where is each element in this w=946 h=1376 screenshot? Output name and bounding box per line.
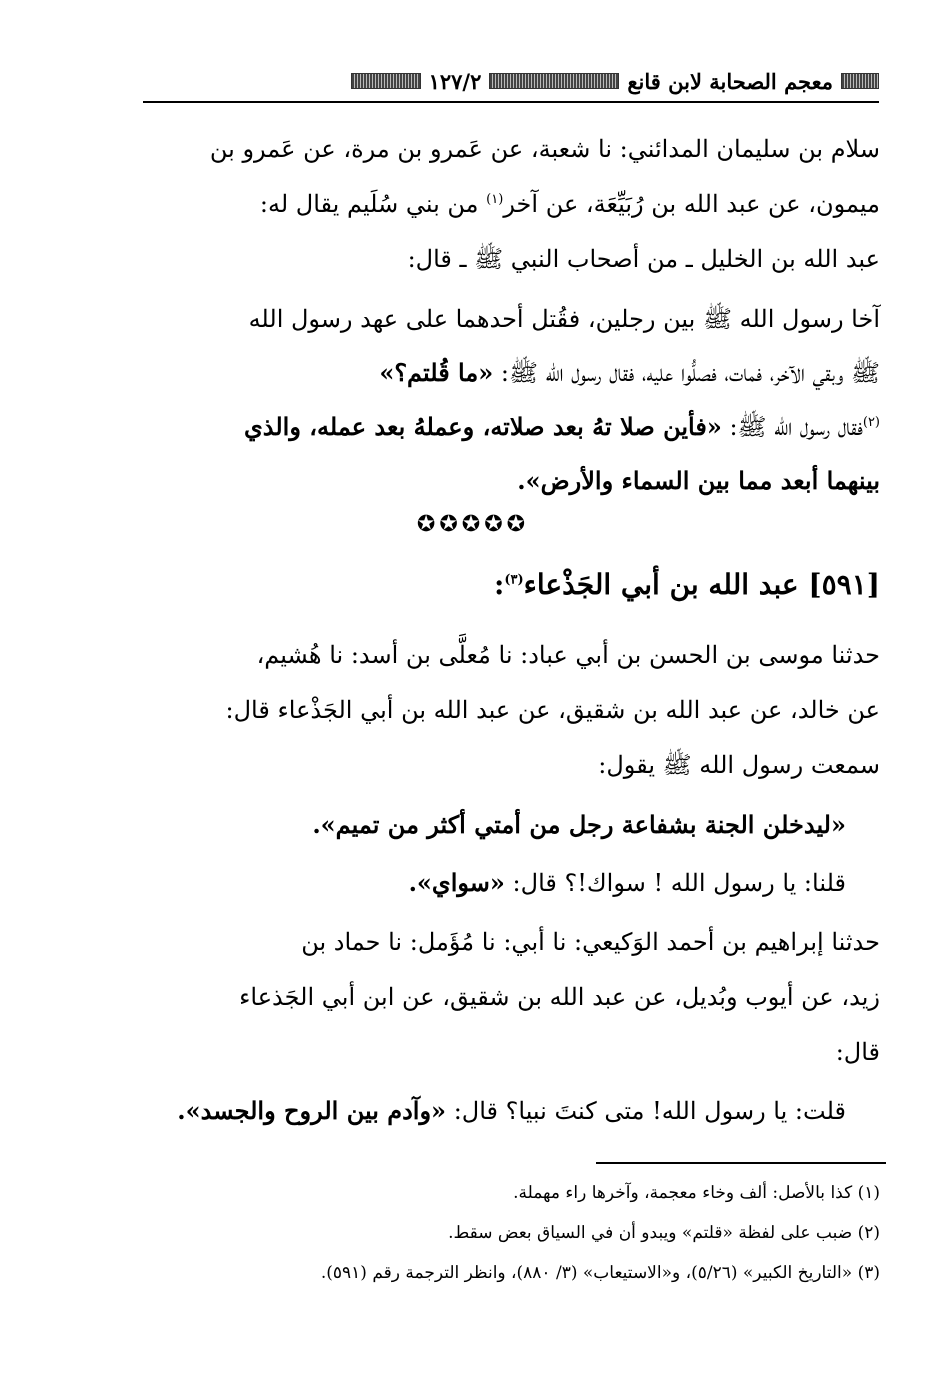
text-line: عبد الله بن الخليل ـ من أصحاب النبي ﷺ ـ قال: xyxy=(407,245,880,273)
footnote-rule xyxy=(596,1162,886,1164)
footnote-ref: (٢) xyxy=(862,415,880,430)
page-number: ١٢٧/٢ xyxy=(428,68,482,94)
header-ornament-left xyxy=(351,73,421,89)
text-line: زيد، عن أيوب وبُديل، عن عبد الله بن شقيق، عن ابن أبي الجَذعاء xyxy=(239,983,880,1011)
footnote-ref: (٣) xyxy=(504,572,524,588)
text-line: آخا رسول الله ﷺ بين رجلين، فقُتل أحدهما على عهد رسول الله xyxy=(248,305,880,333)
question-line: قلت: يا رسول الله! متى كنتَ نبيا؟ قال: «وآدم بين الروح والجسد». xyxy=(177,1096,846,1125)
footnote-1: (١) كذا بالأصل: ألف وخاء معجمة، وآخرها راء مهملة. xyxy=(513,1183,880,1203)
text-line: $^{(٢)}$فقال رسول الله ﷺ: «فأين صلا تهُ بعد صلاته، وعملهُ بعد عمله، والذي xyxy=(243,412,880,441)
text-line: سمعت رسول الله ﷺ يقول: xyxy=(598,751,880,779)
text-line: عن خالد، عن عبد الله بن شقيق، عن عبد الله بن أبي الجَذْعاء قال: xyxy=(225,696,880,724)
footnote-2: (٢) ضبب على لفظة «قلتم» ويبدو أن في السياق بعض سقط. xyxy=(448,1223,880,1243)
footnote-ref: (١) xyxy=(486,192,504,207)
header-ornament-middle xyxy=(489,73,619,89)
hadith-text-2: «ليدخلن الجنة بشفاعة رجل من أمتي أكثر من تميم». xyxy=(312,810,846,839)
entry-heading: [٥٩١] عبد الله بن أبي الجَذْعاء$^{(٣)}$: xyxy=(494,568,880,601)
section-separator: ✪✪✪✪✪ xyxy=(416,512,530,537)
text-line: قال: xyxy=(835,1038,880,1066)
text-line: ﷺ وبقي الآخر، فمات، فصلُّوا عليه، فقال رسول الله ﷺ: «ما قُلتم؟» xyxy=(379,358,880,387)
running-header xyxy=(143,66,879,96)
exchange-line: قلنا: يا رسول الله ! سواك!؟ قال: «سواي». xyxy=(408,868,846,897)
text-line: ميمون، عن عبد الله بن رُبَيِّعَة، عن آخر$^{(١)}$ من بني سُلَيم يقال له: xyxy=(259,190,880,218)
header-ornament-right xyxy=(841,73,879,89)
entry-name: عبد الله بن أبي الجَذْعاء xyxy=(523,568,799,601)
header-rule xyxy=(143,101,879,103)
entry-number: [٥٩١] xyxy=(808,568,880,601)
footnote-3: (٣) «التاريخ الكبير» (٥/٢٦)، و«الاستيعاب» (٣/ ٨٨٠)، وانظر الترجمة رقم (٥٩١). xyxy=(320,1263,880,1283)
text-line: بينهما أبعد مما بين السماء والأرض». xyxy=(517,466,880,495)
text-line: حدثنا إبراهيم بن أحمد الوَكيعي: نا أبي: نا مُؤَمل: نا حماد بن xyxy=(301,928,880,956)
continuation-paragraph xyxy=(140,122,880,287)
narration-paragraph-2 xyxy=(140,915,880,1080)
text-line: سلام بن سليمان المدائني: نا شعبة، عن عَمرو بن مرة، عن عَمرو بن xyxy=(209,135,880,163)
hadith-paragraph-1 xyxy=(140,292,880,508)
text-line: حدثنا موسى بن الحسن بن أبي عباد: نا مُعلَّى بن أسد: نا هُشيم، xyxy=(256,641,880,669)
book-title: معجم الصحابة لابن قانع xyxy=(627,68,833,94)
narration-paragraph-1 xyxy=(140,628,880,793)
